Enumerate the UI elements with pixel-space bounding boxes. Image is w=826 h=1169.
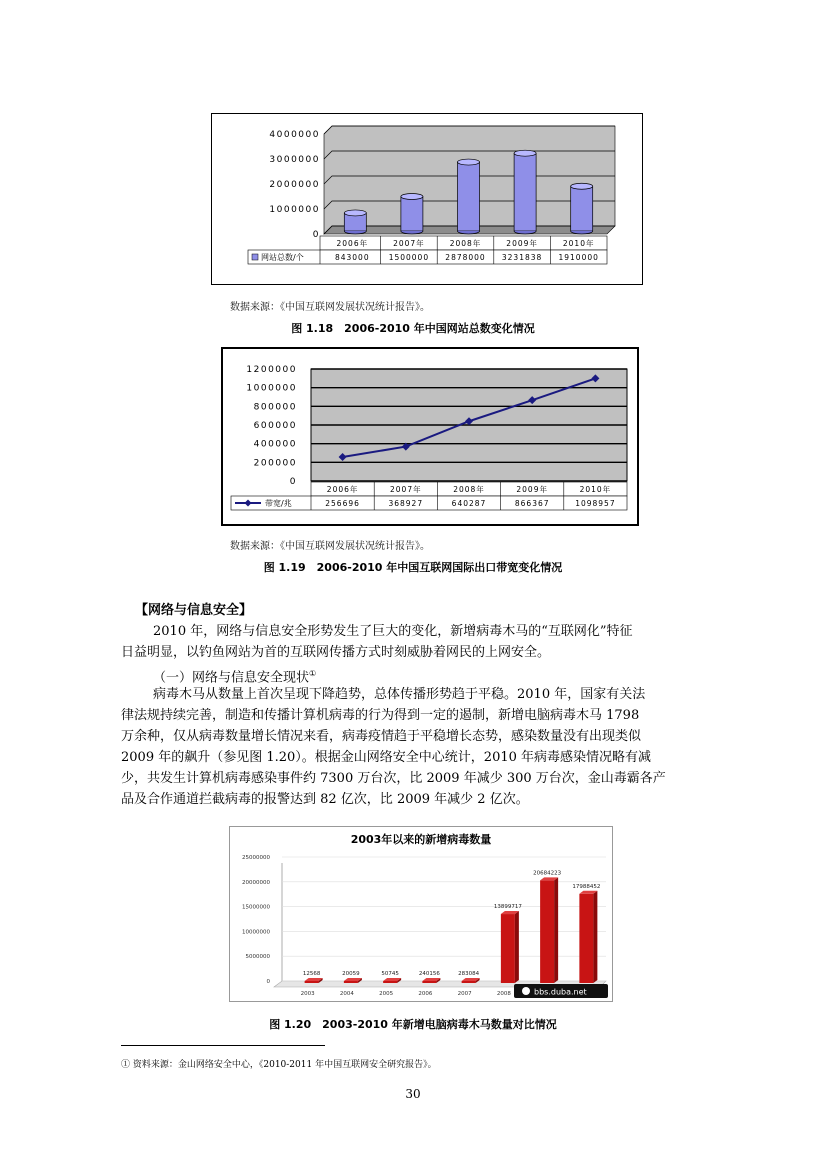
chart-3-watermark-text: bbs.duba.net [534,987,587,997]
chart-3-y-tick: 25000000 [242,855,270,861]
chart-2-category-label: 2010年 [579,485,612,494]
chart-3-x-tick: 2006 [418,991,433,997]
chart-2-y-tick: 1200000 [246,365,297,375]
p1-line-1: 2010 年，网络与信息安全形势发生了巨大的变化，新增病毒木马的“互联网化”特征 [153,624,633,639]
chart-1-bar-cap [514,150,536,156]
chart-1-legend-swatch [252,254,258,260]
chart-1-bar-cap [401,194,423,200]
chart-1-svg [212,114,642,284]
chart-2-value-label: 256696 [325,499,360,508]
chart-2-svg [223,349,637,524]
chart-1-value-label: 1500000 [388,253,430,262]
chart-1-value-label: 843000 [334,253,370,262]
chart-2-y-tick: 0 [289,477,297,487]
page-number: 30 [405,1087,421,1101]
chart-3-bar [462,981,476,983]
chart-1-bar-base [571,231,593,234]
chart-3-bar [383,981,397,983]
chart-1-bar-base [458,231,480,234]
chart-1-category-label: 2007年 [393,239,425,248]
p1-line-2: 日益明显，以钓鱼网站为首的互联网传播方式时刻威胁着网民的上网安全。 [121,645,551,660]
chart-3-bar [579,894,593,983]
chart-1-bar [458,162,480,231]
chart-1-bar-base [344,231,366,234]
p2-line-1: 病毒木马从数量上首次呈现下降趋势，总体传播形势趋于平稳。2010 年，国家有关法 [153,687,646,702]
source-note-1: 数据来源：《中国互联网发展状况统计报告》。 [230,302,430,313]
chart-1-category-label: 2008年 [449,239,482,248]
chart-3-bar-side [593,891,597,983]
chart-2-y-tick: 400000 [253,439,297,450]
chart-1-bar-cap [458,159,480,165]
chart-3-value-label: 20684223 [533,870,562,877]
chart-1-y-tick: 1000000 [269,205,320,215]
chart-1-bar-cap [344,210,366,216]
chart-3-svg [230,827,612,1001]
chart-3-value-label: 283084 [458,971,480,977]
chart-2-value-label: 866367 [514,499,550,508]
chart-3-x-tick: 2007 [457,991,472,997]
chart-1-value-label: 1910000 [558,253,599,262]
footnote-rule [121,1045,325,1046]
chart-1-legend-label: 网站总数/个 [261,253,304,262]
chart-3-x-tick: 2005 [379,991,394,997]
paragraph-2 [121,684,705,810]
source-note-2: 数据来源：《中国互联网发展状况统计报告》。 [230,541,430,552]
chart-2-y-tick: 800000 [253,402,297,413]
chart-1-category-label: 2009年 [506,239,538,248]
chart-3-value-label: 12568 [302,971,321,977]
chart-3-y-tick: 5000000 [245,954,270,961]
p2-line-2: 律法规持续完善，制造和传播计算机病毒的行为得到一定的遏制，新增电脑病毒木马 1798 [121,708,640,723]
chart-3-y-tick: 20000000 [242,879,270,886]
chart-3-bar-side [515,911,519,983]
p2-line-4: 2009 年的飙升（参见图 1.20）。根据金山网络安全中心统计，2010 年病毒感染情况略有减 [121,750,652,765]
chart-2-value-label: 1098957 [575,499,616,508]
section-heading: 【网络与信息安全】 [135,603,253,618]
chart-3-y-tick: 10000000 [242,929,270,936]
chart-3-watermark-logo [522,987,530,995]
chart-1-bar [571,186,593,231]
chart-1-y-tick: 2000000 [269,180,320,190]
p2-line-5: 少，共发生计算机病毒感染事件约 7300 万台次，比 2009 年减少 300 万台次，金山毒霸各产 [121,771,666,786]
figure-caption-1-20: 图 1.20 2003-2010 年新增电脑病毒木马数量对比情况 [269,1018,557,1031]
chart-3-value-label: 240156 [418,971,440,977]
chart-3-y-tick: 15000000 [242,904,270,911]
chart-3-value-label: 20059 [342,971,360,977]
chart-2-legend-label: 带宽/兆 [265,499,292,508]
chart-bandwidth [221,347,639,526]
chart-2-category-label: 2006年 [326,485,359,494]
chart-1-y-tick: 0 [312,230,320,240]
p2-line-6: 品及合作通道拦截病毒的报警达到 82 亿次，比 2009 年减少 2 亿次。 [121,792,529,807]
chart-2-value-label: 640287 [451,499,487,508]
chart-3-x-tick: 2003 [300,991,315,997]
chart-1-bar [401,197,423,232]
chart-2-value-label: 368927 [388,499,424,508]
chart-1-bar-cap [571,183,593,189]
chart-3-x-tick: 2008 [496,991,511,997]
chart-3-bar [422,981,436,983]
chart-1-bar [514,153,536,231]
figure-caption-1-18: 图 1.18 2006-2010 年中国网站总数变化情况 [291,322,535,335]
chart-3-bar [305,981,319,983]
subheading-text: （一）网络与信息安全现状 [153,670,310,686]
chart-2-y-tick: 200000 [253,458,297,469]
chart-1-value-label: 2878000 [445,253,486,262]
chart-new-virus [229,826,613,1002]
chart-2-y-tick: 1000000 [246,383,297,394]
p2-line-3: 万余种，仅从病毒数量增长情况来看，病毒疫情趋于平稳增长态势，感染数量没有出现类似 [121,729,642,744]
footnote-marker: ① [309,669,317,678]
chart-2-category-label: 2007年 [390,485,422,494]
footnote: ① 资料来源：金山网络安全中心，《2010-2011 年中国互联网安全研究报告》。 [121,1060,437,1070]
chart-2-y-tick: 600000 [253,421,297,431]
chart-1-y-tick: 3000000 [269,155,320,165]
chart-website-total [211,113,643,285]
chart-2-category-label: 2008年 [453,485,485,494]
chart-3-value-label: 17988452 [572,883,601,890]
chart-3-bar [344,981,358,983]
chart-3-value-label: 13899717 [493,904,522,911]
chart-3-x-tick: 2004 [339,991,354,997]
chart-3-bar [501,914,515,983]
chart-2-category-label: 2009年 [516,485,548,494]
paragraph-1 [121,621,705,663]
figure-caption-1-19: 图 1.19 2006-2010 年中国互联网国际出口带宽变化情况 [263,561,563,574]
chart-1-value-label: 3231838 [501,253,543,262]
chart-3-bar-side [554,877,558,983]
chart-1-category-label: 2006年 [336,239,369,248]
chart-3-bar [540,880,554,983]
chart-3-y-tick: 0 [266,979,270,985]
chart-3-value-label: 50745 [381,971,399,977]
chart-1-y-tick: 4000000 [269,130,320,140]
chart-3-title: 2003年以来的新增病毒数量 [350,833,492,846]
chart-1-category-label: 2010年 [562,239,595,248]
